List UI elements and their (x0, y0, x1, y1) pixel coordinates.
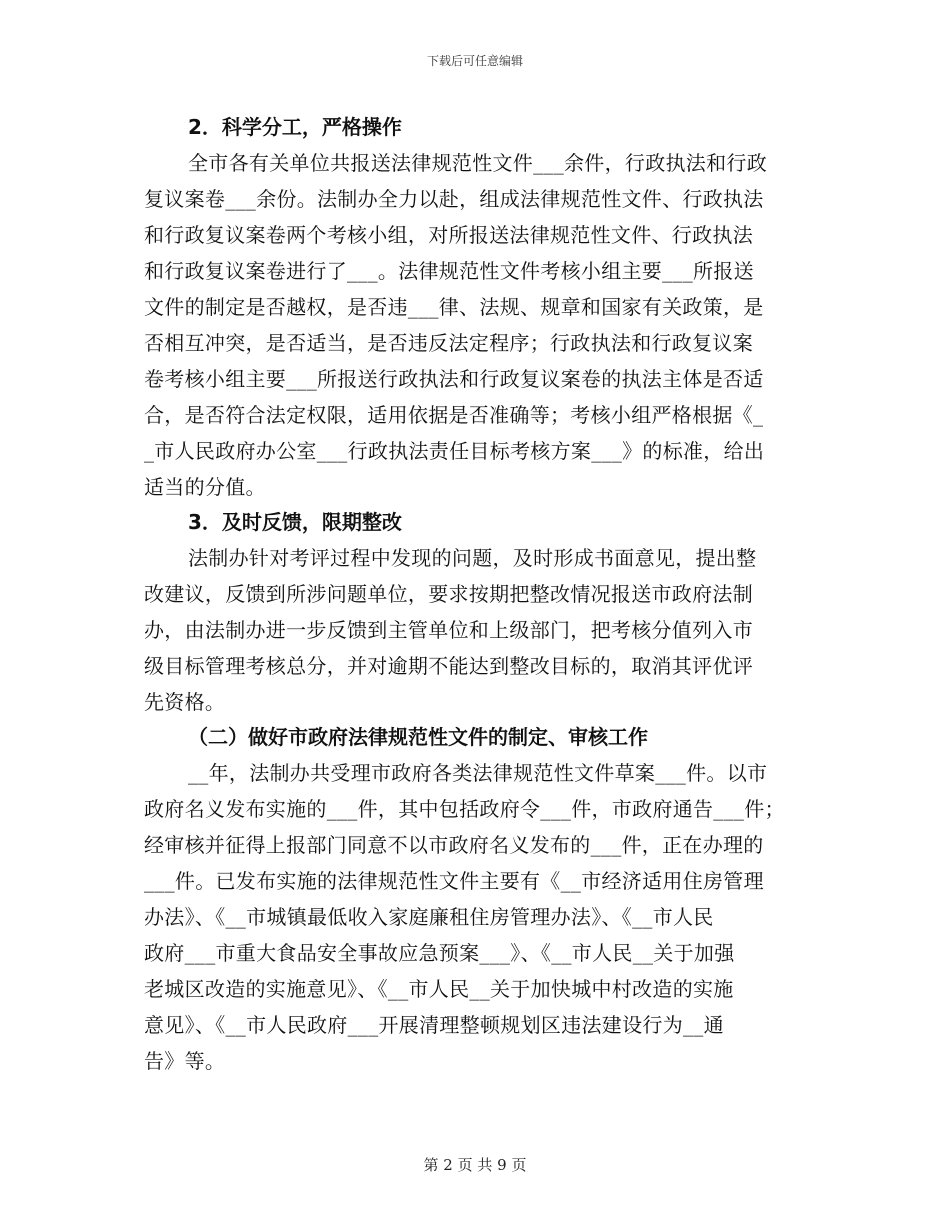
document-body (144, 110, 806, 1079)
paragraph-line: 和行政复议案卷进行了___。法律规范性文件考核小组主要___所报送 (144, 259, 754, 283)
paragraph-line: 政府名义发布实施的___件，其中包括政府令___件，市政府通告___件； (144, 797, 785, 821)
paragraph-line: 政府___市重大食品安全事故应急预案___》、《__市人民__关于加强 (144, 941, 735, 965)
paragraph-line: _市人民政府办公室___行政执法责任目标考核方案___》的标准，给出 (144, 439, 765, 463)
paragraph-line: 合，是否符合法定权限，适用依据是否准确等；考核小组严格根据《_ (144, 403, 764, 427)
paragraph-division-of-labor (144, 145, 806, 505)
paragraph-line: 级目标管理考核总分，并对逾期不能达到整改目标的，取消其评优评 (144, 654, 753, 678)
paragraph-line: 全市各有关单位共报送法律规范性文件___余件，行政执法和行政 (188, 151, 767, 175)
paragraph-line: 意见》、《__市人民政府___开展清理整顿规划区违法建设行为__通 (144, 1013, 724, 1037)
paragraph-line: __年，法制办共受理市政府各类法律规范性文件草案___件。以市 (188, 761, 768, 785)
paragraph-regulations (144, 755, 806, 1079)
paragraph-line: 适当的分值。 (144, 475, 266, 499)
section-heading-er: （二）做好市政府法律规范性文件的制定、审核工作 (188, 725, 648, 749)
paragraph-line: ___件。已发布实施的法律规范性文件主要有《__市经济适用住房管理 (144, 869, 764, 893)
paragraph-line: 文件的制定是否越权，是否违___律、法规、规章和国家有关政策，是 (144, 295, 764, 319)
section-heading-3: 3．及时反馈，限期整改 (188, 510, 402, 534)
paragraph-line: 复议案卷___余份。法制办全力以赴，组成法律规范性文件、行政执法 (144, 187, 764, 211)
paragraph-line: 老城区改造的实施意见》、《__市人民__关于加快城中村改造的实施 (144, 977, 734, 1001)
paragraph-line: 法制办针对考评过程中发现的问题，及时形成书面意见，提出整 (188, 546, 757, 570)
paragraph-line: 告》等。 (144, 1049, 226, 1073)
paragraph-feedback (144, 540, 806, 720)
page-number: 第 2 页 共 9 页 (423, 1156, 527, 1174)
paragraph-line: 办法》、《__市城镇最低收入家庭廉租住房管理办法》、《__市人民 (144, 905, 714, 929)
paragraph-line: 卷考核小组主要___所报送行政执法和行政复议案卷的执法主体是否适 (144, 367, 764, 391)
paragraph-line: 改建议，反馈到所涉问题单位，要求按期把整改情况报送市政府法制 (144, 582, 753, 606)
paragraph-line: 先资格。 (144, 690, 226, 714)
section-heading-2: 2．科学分工，严格操作 (188, 115, 402, 139)
paragraph-line: 否相互冲突，是否适当，是否违反法定程序；行政执法和行政复议案 (144, 331, 753, 355)
paragraph-line: 经审核并征得上报部门同意不以市政府名义发布的___件，正在办理的 (144, 833, 764, 857)
paragraph-line: 和行政复议案卷两个考核小组，对所报送法律规范性文件、行政执法 (144, 223, 753, 247)
page-header: 下载后可任意编辑 (426, 54, 523, 68)
paragraph-line: 办，由法制办进一步反馈到主管单位和上级部门，把考核分值列入市 (144, 618, 753, 642)
